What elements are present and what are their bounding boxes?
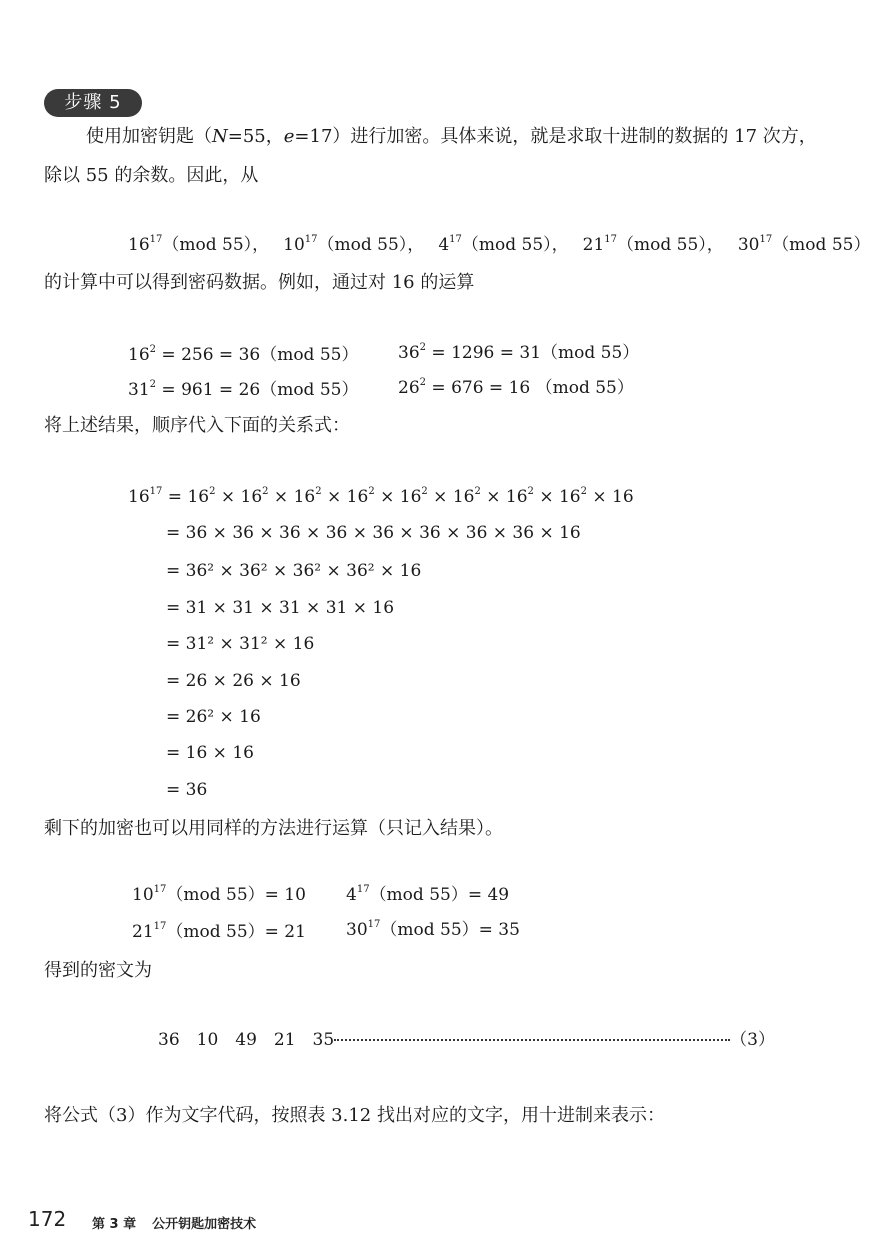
power-base: 30 — [737, 235, 760, 255]
power-base: 4 — [438, 235, 450, 255]
power-rest: = 676 = 16 （mod 55） — [426, 378, 634, 398]
power-rest: （mod 55）= 10 — [166, 885, 306, 905]
power-base: 16 — [399, 487, 422, 507]
power-base: 26 — [398, 378, 420, 398]
result-eq — [132, 919, 306, 945]
text-formula: 将公式（3）作为文字代码，按照表 3.12 找出对应的文字，用十进制来表示： — [44, 1105, 665, 1126]
chapter-label: 第 3 章 — [92, 1217, 137, 1232]
running-footer — [92, 1213, 272, 1232]
power-base: 30 — [346, 920, 368, 940]
power-rest: = 961 = 26（mod 55） — [156, 380, 359, 400]
derivation-step: = 16 × 16 — [166, 743, 254, 763]
square-eq — [128, 342, 358, 368]
power-base: 16 — [128, 235, 150, 255]
var-e: e — [283, 126, 295, 147]
times-sign: × — [321, 487, 347, 507]
power-exponent: 2 — [315, 486, 322, 497]
text-ciphertext: 得到的密文为 — [44, 960, 152, 981]
result-eq — [132, 882, 306, 908]
mod-expression — [438, 235, 568, 255]
power-base: 21 — [582, 235, 605, 255]
times-sign: × — [268, 487, 294, 507]
square-eq — [128, 377, 358, 403]
times-sign: × — [480, 487, 506, 507]
power-exponent: 2 — [421, 486, 428, 497]
power-exponent: 2 — [527, 486, 534, 497]
derivation-step: = 36² × 36² × 36² × 36² × 16 — [166, 561, 422, 581]
derivation-step: = 31 × 31 × 31 × 31 × 16 — [166, 598, 395, 618]
power-exponent: 17 — [153, 921, 167, 932]
derivation-step: = 26² × 16 — [166, 707, 261, 727]
derivation-step: = 36 — [166, 780, 208, 800]
power-rest: （mod 55）， — [617, 235, 724, 255]
power-base: 10 — [283, 235, 305, 255]
power-base: 21 — [132, 922, 154, 942]
power-exponent: 2 — [474, 486, 481, 497]
power-rest: = 256 = 36（mod 55） — [156, 345, 359, 365]
power-rest: （mod 55）= 21 — [166, 922, 306, 942]
power-base: 16 — [346, 487, 369, 507]
power-exponent: 17 — [304, 234, 318, 245]
times-sign: × — [215, 487, 241, 507]
power-rest: × 16 — [587, 487, 634, 507]
power-exponent: 17 — [449, 234, 462, 245]
ciphertext-values: 36 10 49 21 35 — [158, 1030, 335, 1050]
power-exponent: 17 — [367, 919, 381, 930]
text-compute: 的计算中可以得到密码数据。例如，通过对 16 的运算 — [44, 272, 475, 293]
equation-label: （3） — [730, 1030, 775, 1050]
power-exponent: 2 — [419, 377, 427, 388]
square-eq — [398, 340, 639, 366]
mod-expression-list — [128, 232, 884, 258]
var-n: N — [212, 126, 228, 147]
square-eq — [398, 375, 634, 401]
power-base: 16 — [452, 487, 475, 507]
derivation-step: = 36 × 36 × 36 × 36 × 36 × 36 × 36 × 36 × 16 — [166, 523, 581, 543]
mod-expression — [283, 235, 424, 255]
power-exponent: 17 — [759, 234, 773, 245]
page-number: 172 — [28, 1207, 67, 1231]
power-base: 31 — [128, 380, 150, 400]
intro-text-b: =55， — [227, 126, 284, 147]
power-exponent: 2 — [262, 486, 269, 497]
intro-line-1 — [86, 124, 817, 150]
power-base: 36 — [398, 343, 420, 363]
power-rest: = — [162, 487, 188, 507]
text-substitute: 将上述结果，顺序代入下面的关系式： — [44, 415, 350, 436]
power-exponent: 17 — [356, 884, 370, 895]
power-exponent: 2 — [368, 486, 375, 497]
text-remaining: 剩下的加密也可以用同样的方法进行运算（只记入结果）。 — [44, 818, 503, 839]
power-exponent: 2 — [580, 486, 587, 497]
mod-expression — [583, 235, 724, 255]
power-exponent: 2 — [209, 486, 216, 497]
power-exponent: 2 — [149, 344, 157, 355]
result-eq — [346, 917, 520, 943]
power-base: 16 — [558, 487, 581, 507]
power-base: 16 — [240, 487, 263, 507]
power-base: 16 — [128, 345, 150, 365]
power-rest: （mod 55）= 35 — [380, 920, 520, 940]
power-rest: （mod 55） — [772, 235, 871, 255]
power-rest: = 1296 = 31（mod 55） — [426, 343, 640, 363]
result-eq — [346, 882, 509, 908]
intro-line-2: 除以 55 的余数。因此，从 — [44, 165, 259, 186]
step-badge: 步骤 5 — [44, 89, 142, 117]
mod-expression — [128, 235, 269, 255]
power-base: 16 — [505, 487, 528, 507]
times-sign: × — [533, 487, 559, 507]
ciphertext-line — [158, 1027, 775, 1053]
intro-text-a: 使用加密钥匙（ — [86, 126, 212, 147]
derivation-step: = 26 × 26 × 16 — [166, 671, 301, 691]
derivation-step: = 31² × 31² × 16 — [166, 634, 315, 654]
power-base: 16 — [187, 487, 210, 507]
leader-dots — [334, 1036, 730, 1041]
power-rest: （mod 55）， — [162, 235, 270, 255]
chapter-title: 公开钥匙加密技术 — [152, 1217, 257, 1232]
power-exponent: 17 — [149, 486, 163, 497]
power-rest: （mod 55）， — [461, 235, 569, 255]
power-base: 4 — [346, 885, 357, 905]
times-sign: × — [427, 487, 453, 507]
power-base: 10 — [132, 885, 154, 905]
power-rest: （mod 55）， — [317, 235, 425, 255]
power-base: 16 — [293, 487, 316, 507]
power-exponent: 2 — [419, 342, 427, 353]
power-base: 16 — [128, 487, 150, 507]
intro-text-c: =17）进行加密。具体来说，就是求取十进制的数据的 17 次方， — [294, 126, 817, 147]
power-exponent: 17 — [604, 234, 618, 245]
times-sign: × — [374, 487, 400, 507]
power-exponent: 17 — [149, 234, 163, 245]
mod-expression — [738, 235, 871, 255]
derivation-line-first — [128, 484, 634, 510]
power-exponent: 2 — [149, 379, 157, 390]
power-rest: （mod 55）= 49 — [369, 885, 510, 905]
power-exponent: 17 — [153, 884, 167, 895]
